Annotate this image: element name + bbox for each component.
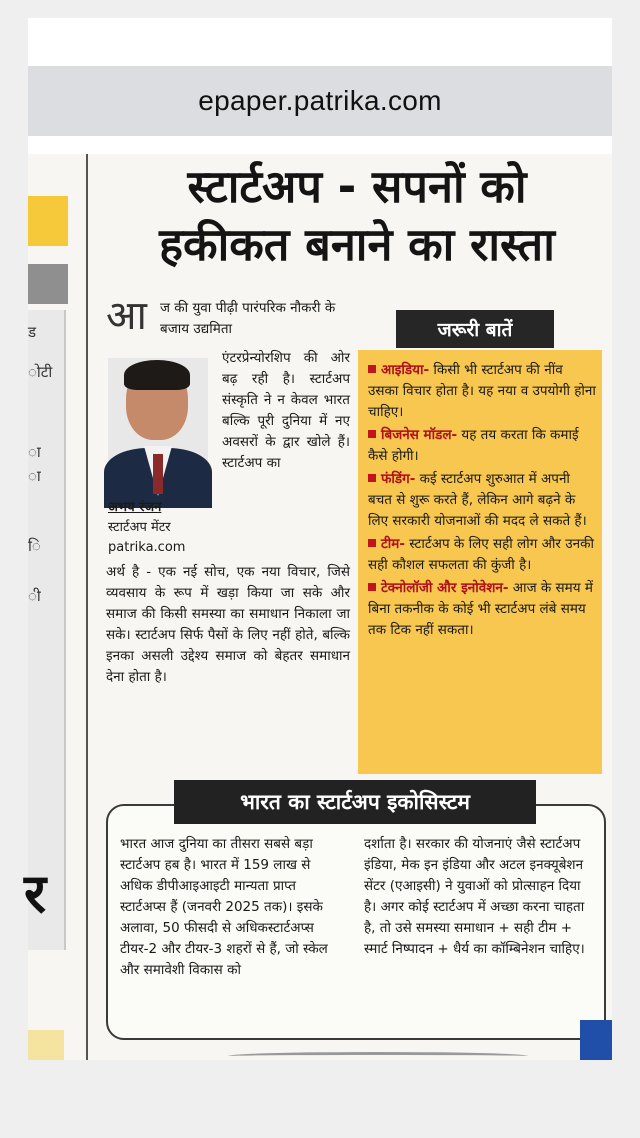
newspaper-clipping	[24, 154, 612, 1060]
article-side-text: एंटरप्रेन्योरशिप की ओर बढ़ रही है। स्टार्टअप संस्कृति ने न केवल भारत बल्कि पूरी दुनिया में नए अवसरों के द्वार खोले हैं। स्टार्टअप का	[222, 350, 350, 471]
fragment-line: ड	[28, 323, 37, 341]
author-site: patrika.com	[108, 540, 186, 555]
key-point-term: टीम-	[381, 536, 405, 552]
square-bullet-icon	[368, 430, 376, 438]
article-intro: ज की युवा पीढ़ी पारंपरिक नौकरी के बजाय उद्यमिता	[160, 300, 336, 337]
key-points-title: जरूरी बातें	[396, 310, 554, 348]
photo-tie	[153, 454, 163, 494]
key-point-term: टेक्नोलॉजी और इनोवेशन-	[381, 580, 509, 596]
headline-line-2: हकीकत बनाने का रास्ता	[159, 218, 555, 271]
adjacent-column-fragment	[24, 154, 72, 1060]
article-body: अर्थ है - एक नई सोच, एक नया विचार, जिसे व्यवसाय के रूप में खड़ा किया जा सके और समाज की किसी समस्या का समाधान निकाला जा सके। स्टार्टअप सिर्फ पैसों के लिए नहीं होते, बल्कि इनका असली उद्देश्य समाज को बेहतर समाधान देना होता है।	[106, 564, 350, 685]
url-text: epaper.patrika.com	[198, 85, 442, 116]
drop-cap: आ	[106, 293, 147, 339]
key-point-text: कई स्टार्टअप शुरुआत में अपनी बचत से शुरू करते हैं, लेकिन आगे बढ़ने के लिए सरकारी योजनाओं की मदद ले सकते हैं।	[368, 471, 587, 529]
author-role: स्टार्टअप मेंटर	[108, 520, 171, 535]
fragment-big-letter: र	[24, 861, 47, 925]
next-headline-fragment	[228, 1052, 528, 1060]
author-photo	[108, 358, 208, 494]
ecosystem-column-2: दर्शाता है। सरकार की योजनाएं जैसे स्टार्टअप इंडिया, मेक इन इंडिया और अटल इनक्यूबेशन सेंटर (एआइसी) ने युवाओं को प्रोत्साहन दिया है। अगर कोई स्टार्टअप में अच्छा करना चाहता है, तो उसे समस्या समाधान + सही टीम + स्मार्ट निष्पादन + धैर्य का कॉम्बिनेशन चाहिए।	[364, 836, 585, 957]
fragment-line: ि	[28, 537, 41, 555]
photo-hair	[124, 360, 190, 390]
square-bullet-icon	[368, 539, 376, 547]
key-point-item	[368, 534, 596, 576]
fragment-line: ा	[28, 443, 41, 461]
key-point-item	[368, 360, 596, 423]
column-divider	[86, 154, 88, 1060]
key-point-item	[368, 469, 596, 532]
key-point-term: फंडिंग-	[381, 471, 416, 487]
key-point-text: यह तय करता कि कमाई कैसे होगी।	[368, 427, 579, 464]
address-bar[interactable]	[28, 66, 612, 136]
key-point-term: बिजनेस मॉडल-	[381, 427, 458, 443]
author-byline	[108, 498, 212, 558]
article-headline	[104, 158, 610, 274]
key-point-text: किसी भी स्टार्टअप की नींव उसका विचार होता है। यह नया व उपयोगी होना चाहिए।	[368, 362, 596, 420]
key-point-item	[368, 425, 596, 467]
ecosystem-column-1: भारत आज दुनिया का तीसरा सबसे बड़ा स्टार्टअप हब है। भारत में 159 लाख से अधिक डीपीआइआइटी मान्यता प्राप्त स्टार्टअप्स हैं (जनवरी 2025 तक)। इसके अलावा, 50 फीसदी से अधिकस्टार्टअप्स टीयर-2 और टीयर-3 शहरों से हैं, जो स्केल और समावेशी विकास को	[120, 836, 328, 978]
headline-line-1: स्टार्टअप - सपनों को	[187, 160, 527, 213]
key-point-term: आइडिया-	[381, 362, 430, 378]
square-bullet-icon	[368, 365, 376, 373]
square-bullet-icon	[368, 583, 376, 591]
fragment-grey-block	[28, 264, 68, 304]
key-point-item	[368, 578, 596, 641]
author-name: अभय रंजन	[108, 500, 162, 515]
key-points-list	[368, 360, 596, 643]
fragment-line: ी	[28, 587, 41, 605]
key-point-text: आज के समय में बिना तकनीक के कोई भी स्टार्टअप लंबे समय तक टिक नहीं सकता।	[368, 580, 593, 638]
fragment-yellow-block	[28, 196, 68, 246]
blue-corner-block	[580, 1020, 612, 1060]
fragment-yellow-block-bottom	[28, 1030, 64, 1060]
square-bullet-icon	[368, 474, 376, 482]
key-point-text: स्टार्टअप के लिए सही लोग और उनकी सही कौशल सफलता की कुंजी है।	[368, 536, 594, 573]
screenshot-frame	[24, 18, 612, 1060]
ecosystem-title: भारत का स्टार्टअप इकोसिस्टम	[174, 780, 536, 824]
fragment-line: ोटी	[28, 363, 53, 381]
fragment-line: ा	[28, 467, 41, 485]
